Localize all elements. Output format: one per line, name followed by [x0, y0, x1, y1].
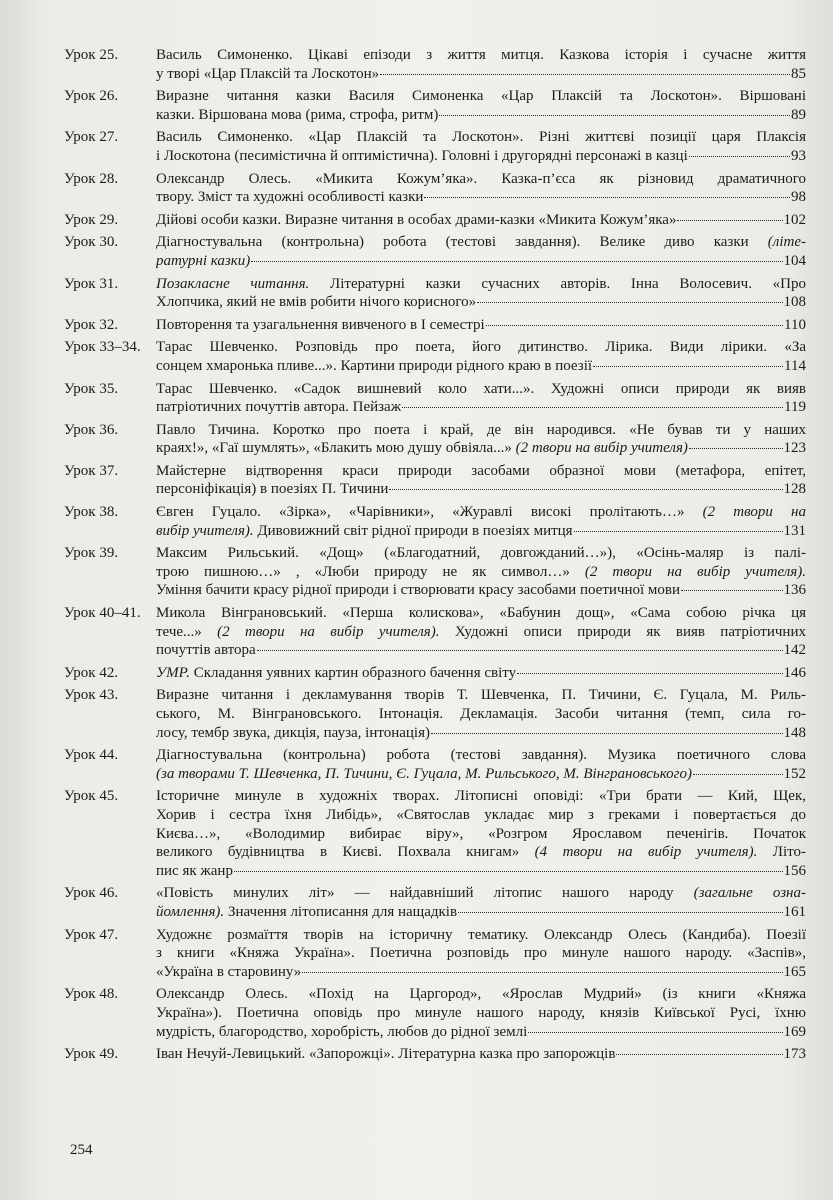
lesson-description	[156, 544, 806, 600]
text-segment: трою пишною…» , «Люби природу не як символ…»	[156, 563, 585, 580]
lesson-number: Урок 39.	[64, 545, 119, 562]
lesson-description	[156, 686, 806, 742]
lesson-number: Урок 27.	[64, 129, 119, 146]
text-line	[156, 825, 806, 844]
toc-entry	[64, 787, 806, 880]
lesson-number: Урок 32.	[64, 316, 119, 333]
page-reference: 152	[783, 765, 806, 782]
lesson-description	[156, 128, 806, 165]
toc-entry	[64, 128, 806, 165]
text-line	[156, 724, 806, 743]
toc-entry	[64, 275, 806, 312]
dot-leader	[528, 1032, 782, 1033]
lesson-number: Урок 36.	[64, 421, 119, 438]
text-segment: Максим Рильський. «Дощ» («Благодатний, довгожданий…»), «Осінь-маляр із палі-	[156, 545, 806, 562]
lesson-description	[156, 211, 806, 230]
italic-text: УМР.	[156, 664, 190, 681]
text-segment: Художнє розмаїття творів на історичну тематику. Олександр Олесь (Кандиба). Поезії	[156, 926, 806, 943]
text-segment: Тарас Шевченко. Розповідь про поета, його дитинство. Лірика. Види лірики. «За	[156, 339, 806, 356]
dot-leader	[693, 774, 782, 775]
lesson-description	[156, 275, 806, 312]
text-line	[156, 985, 806, 1004]
lesson-number: Урок 49.	[64, 1046, 119, 1063]
text-line	[156, 522, 806, 541]
dot-leader	[677, 220, 782, 221]
text-segment: Історичне минуле в художніх творах. Літописні оповіді: «Три брати — Кий, Щек,	[156, 788, 806, 805]
page-reference: 102	[783, 211, 806, 228]
page-reference: 110	[784, 316, 806, 333]
text-line	[156, 1004, 806, 1023]
text-segment: Василь Симоненко. «Цар Плаксій та Лоскотон». Різні життєві позиції царя Плаксія	[156, 129, 806, 146]
page-reference: 173	[783, 1046, 806, 1063]
italic-text: вибір учителя).	[156, 522, 254, 539]
lesson-number: Урок 35.	[64, 380, 119, 397]
text-line	[156, 1023, 806, 1042]
text-line	[156, 563, 806, 582]
lesson-number: Урок 28.	[64, 170, 119, 187]
text-line	[156, 398, 806, 417]
text-line	[156, 963, 806, 982]
text-line	[156, 316, 806, 335]
text-segment: Тарас Шевченко. «Садок вишневий коло хати...». Художні описи природи як вияв	[156, 380, 806, 397]
toc-entry	[64, 884, 806, 921]
lesson-number: Урок 37.	[64, 462, 119, 479]
text-line	[156, 439, 806, 458]
text-line	[156, 581, 806, 600]
text-segment: Павло Тичина. Коротко про поета і край, де він народився. «Не бував ти у наших	[156, 421, 806, 438]
text-segment: Значення літописання для нащадків	[224, 903, 458, 920]
text-segment: і Лоскотона (песимістична й оптимістична). Головні і другорядні персонажі в казці	[156, 147, 688, 164]
lesson-number: Урок 40–41.	[64, 605, 141, 622]
dot-leader	[439, 115, 790, 116]
text-line	[156, 604, 806, 623]
text-segment: краях!», «Гаї шумлять», «Блакить мою душу обвіяла...»	[156, 440, 516, 457]
text-segment: Літо-	[757, 844, 806, 861]
italic-text: (2 твори на вибір учителя).	[584, 563, 806, 580]
dot-leader	[402, 407, 783, 408]
lesson-number: Урок 26.	[64, 88, 119, 105]
text-segment: Уміння бачити красу рідної природи і створювати красу засобами поетичної мови	[156, 582, 680, 599]
text-segment: з книги «Княжа Україна». Поетична розповідь про минуле нашого народу. «Заспів»,	[156, 945, 806, 962]
dot-leader	[574, 531, 783, 532]
page-reference: 156	[783, 862, 806, 879]
dot-leader	[380, 74, 790, 75]
text-segment: патріотичних почуттів автора. Пейзаж	[156, 399, 402, 416]
lesson-description	[156, 985, 806, 1041]
text-segment: сонцем хмаронька пливе...». Картини природи рідного краю в поезії	[156, 357, 593, 374]
italic-text: (літе-	[767, 234, 806, 251]
text-segment: мудрість, благородство, хоробрість, любов до рідної землі	[156, 1023, 528, 1040]
text-line	[156, 380, 806, 399]
text-line	[156, 765, 806, 784]
text-segment: Хлопчика, який не вмів робити нічого корисного»	[156, 294, 477, 311]
text-segment: Діагностувальна (контрольна) робота (тестові завдання). Велике диво казки	[156, 234, 768, 251]
dot-leader	[257, 650, 783, 651]
lesson-number: Урок 48.	[64, 986, 119, 1003]
text-line	[156, 252, 806, 271]
text-line	[156, 926, 806, 945]
lesson-number: Урок 25.	[64, 47, 119, 63]
dot-leader	[389, 489, 782, 490]
dot-leader	[477, 302, 782, 303]
text-segment: почуттів автора	[156, 642, 256, 659]
text-segment: твору. Зміст та художні особливості казки	[156, 189, 424, 206]
toc-entry	[64, 462, 806, 499]
italic-text: (загальне озна-	[693, 885, 806, 902]
text-line	[156, 275, 806, 294]
page-reference: 93	[791, 147, 806, 164]
dot-leader	[593, 366, 783, 367]
toc-entry	[64, 87, 806, 124]
dot-leader	[234, 871, 783, 872]
lesson-description	[156, 338, 806, 375]
dot-leader	[689, 448, 783, 449]
lesson-number: Урок 38.	[64, 504, 119, 521]
italic-text: (за творами Т. Шевченка, П. Тичини, Є. Гуцала, М. Рильського, М. Вінграновського)	[156, 765, 693, 782]
lesson-number: Урок 33–34.	[64, 339, 141, 356]
text-segment: Хорив і сестра їхня Либідь», «Святослав укладає мир з греками і повертається до	[156, 806, 806, 823]
lesson-number: Урок 42.	[64, 664, 119, 681]
text-line	[156, 641, 806, 660]
text-line	[156, 46, 806, 65]
page-reference: 104	[783, 252, 806, 269]
dot-leader	[689, 156, 790, 157]
text-line	[156, 65, 806, 84]
toc-entry	[64, 421, 806, 458]
italic-text: Позакласне читання.	[156, 275, 310, 292]
lesson-description	[156, 503, 806, 540]
toc-entry	[64, 1045, 806, 1064]
lesson-number: Урок 29.	[64, 211, 119, 228]
toc-entry	[64, 686, 806, 742]
text-segment: Літературні казки сучасних авторів. Інна Волосевич. «Про	[309, 275, 806, 292]
toc-entry	[64, 746, 806, 783]
page-reference: 89	[791, 106, 806, 123]
page-reference: 114	[784, 357, 806, 374]
text-segment: казки. Віршована мова (рима, строфа, ритм)	[156, 106, 439, 123]
text-segment: Іван Нечуй-Левицький. «Запорожці». Літературна казка про запорожців	[156, 1046, 616, 1063]
page-reference: 169	[783, 1023, 806, 1040]
page-reference: 98	[791, 189, 806, 206]
text-line	[156, 147, 806, 166]
text-line	[156, 503, 806, 522]
text-segment: Повторення та узагальнення вивченого в І семестрі	[156, 316, 485, 333]
text-line	[156, 357, 806, 376]
text-line	[156, 623, 806, 642]
text-line	[156, 884, 806, 903]
text-segment: Діагностувальна (контрольна) робота (тестові завдання). Музика поетичного слова	[156, 747, 806, 764]
page-reference: 108	[783, 294, 806, 311]
text-line	[156, 686, 806, 705]
text-segment: Виразне читання і декламування творів Т. Шевченка, П. Тичини, Є. Гуцала, М. Риль-	[156, 687, 806, 704]
lesson-description	[156, 787, 806, 880]
italic-text: йомлення).	[156, 903, 225, 920]
text-segment: Києва…», «Володимир вибирає віру», «Розгром Ярославом печенігів. Початок	[156, 825, 806, 842]
lesson-description	[156, 462, 806, 499]
text-line	[156, 944, 806, 963]
lesson-description	[156, 884, 806, 921]
toc-entry	[64, 380, 806, 417]
lesson-description	[156, 87, 806, 124]
text-line	[156, 862, 806, 881]
text-segment: пис як жанр	[156, 862, 233, 879]
dot-leader	[458, 912, 782, 913]
page-reference: 119	[784, 399, 806, 416]
italic-text: (2 твори на вибір учителя)	[515, 440, 688, 457]
dot-leader	[424, 197, 790, 198]
text-line	[156, 787, 806, 806]
lesson-description	[156, 664, 806, 683]
text-line	[156, 421, 806, 440]
lesson-description	[156, 421, 806, 458]
text-line	[156, 806, 806, 825]
toc-entry	[64, 664, 806, 683]
text-segment: у творі «Цар Плаксій та Лоскотон»	[156, 65, 380, 82]
table-of-contents	[64, 46, 806, 1068]
toc-entry	[64, 503, 806, 540]
lesson-description	[156, 46, 806, 83]
text-line	[156, 480, 806, 499]
toc-entry	[64, 316, 806, 335]
page-reference: 123	[783, 440, 806, 457]
text-segment: Художні описи природи як вияв патріотичних	[439, 623, 806, 640]
lesson-number: Урок 43.	[64, 687, 119, 704]
lesson-description	[156, 746, 806, 783]
dot-leader	[517, 673, 782, 674]
text-segment: Євген Гуцало. «Зірка», «Чарівники», «Журавлі високі пролітають…»	[156, 504, 703, 521]
lesson-number: Урок 30.	[64, 234, 119, 251]
text-segment: персоніфікація) в поезіях П. Тичини	[156, 481, 389, 498]
text-segment: «Україна в старовину»	[156, 963, 302, 980]
text-line	[156, 233, 806, 252]
toc-entry	[64, 604, 806, 660]
text-line	[156, 211, 806, 230]
lesson-number: Урок 31.	[64, 275, 119, 292]
dot-leader	[302, 972, 782, 973]
lesson-number: Урок 44.	[64, 747, 119, 764]
lesson-description	[156, 170, 806, 207]
text-line	[156, 106, 806, 125]
italic-text: (4 твори на вибір учителя).	[534, 844, 758, 861]
text-segment: Складання уявних картин образного бачення світу	[190, 664, 517, 681]
text-segment: Виразне читання казки Василя Симоненка «Цар Плаксій та Лоскотон». Віршовані	[156, 88, 806, 105]
lesson-description	[156, 233, 806, 270]
text-line	[156, 843, 806, 862]
dot-leader	[616, 1054, 782, 1055]
text-segment: тече...»	[156, 623, 218, 640]
text-line	[156, 462, 806, 481]
page-reference: 131	[783, 522, 806, 539]
text-line	[156, 903, 806, 922]
page-reference: 136	[783, 582, 806, 599]
text-segment: Україна»). Поетична оповідь про минуле нашого народу, князів Київської Русі, їхню	[156, 1004, 806, 1021]
text-segment: Дійові особи казки. Виразне читання в особах драми-казки «Микита Кожум’яка»	[156, 211, 677, 228]
text-line	[156, 188, 806, 207]
toc-entry	[64, 170, 806, 207]
text-segment: Дивовижний світ рідної природи в поезіях митця	[253, 522, 573, 539]
text-segment: Василь Симоненко. Цікаві епізоди з життя митця. Казкова історія і сучасне життя	[156, 47, 806, 63]
text-segment: «Повість минулих літ» — найдавніший літопис нашого народу	[156, 885, 694, 902]
dot-leader	[681, 590, 783, 591]
lesson-description	[156, 604, 806, 660]
text-segment: Майстерне відтворення краси природи засобами образної мови (метафора, епітет,	[156, 462, 806, 479]
toc-entry	[64, 233, 806, 270]
lesson-description	[156, 1045, 806, 1064]
dot-leader	[251, 261, 782, 262]
text-line	[156, 664, 806, 683]
page-number: 254	[70, 1142, 93, 1158]
text-line	[156, 1045, 806, 1064]
lesson-number: Урок 46.	[64, 885, 119, 902]
toc-entry	[64, 926, 806, 982]
page-reference: 142	[783, 642, 806, 659]
dot-leader	[431, 733, 783, 734]
text-segment: великого будівництва в Києві. Похвала книгам»	[156, 844, 535, 861]
italic-text: ратурні казки)	[156, 252, 251, 269]
lesson-number: Урок 45.	[64, 788, 119, 805]
text-segment: лосу, тембр звука, дикція, пауза, інтонація)	[156, 724, 430, 741]
text-segment: Олександр Олесь. «Похід на Царгород», «Ярослав Мудрий» (із книги «Княжа	[156, 986, 806, 1003]
text-line	[156, 746, 806, 765]
toc-entry	[64, 338, 806, 375]
page-reference: 165	[783, 963, 806, 980]
text-line	[156, 293, 806, 312]
page-reference: 146	[783, 664, 806, 681]
page-reference: 148	[783, 724, 806, 741]
text-line	[156, 705, 806, 724]
toc-entry	[64, 46, 806, 83]
page-reference: 128	[783, 481, 806, 498]
text-line	[156, 544, 806, 563]
page-reference: 161	[783, 903, 806, 920]
text-segment: Микола Вінграновський. «Перша колискова», «Бабунин дощ», «Сама собою річка ця	[156, 605, 806, 622]
text-line	[156, 87, 806, 106]
italic-text: (2 твори на	[702, 504, 806, 521]
toc-entry	[64, 211, 806, 230]
text-line	[156, 128, 806, 147]
lesson-description	[156, 926, 806, 982]
lesson-description	[156, 380, 806, 417]
text-segment: Олександр Олесь. «Микита Кожум’яка». Казка-п’єса як різновид драматичного	[156, 170, 806, 187]
lesson-number: Урок 47.	[64, 926, 119, 943]
text-line	[156, 338, 806, 357]
toc-entry	[64, 544, 806, 600]
dot-leader	[486, 325, 783, 326]
lesson-description	[156, 316, 806, 335]
page-reference: 85	[791, 65, 806, 82]
text-line	[156, 170, 806, 189]
toc-entry	[64, 985, 806, 1041]
italic-text: (2 твори на вибір учителя).	[217, 623, 440, 640]
text-segment: ського, М. Вінграновського. Інтонація. Декламація. Засоби читання (темп, сила го-	[156, 706, 806, 722]
